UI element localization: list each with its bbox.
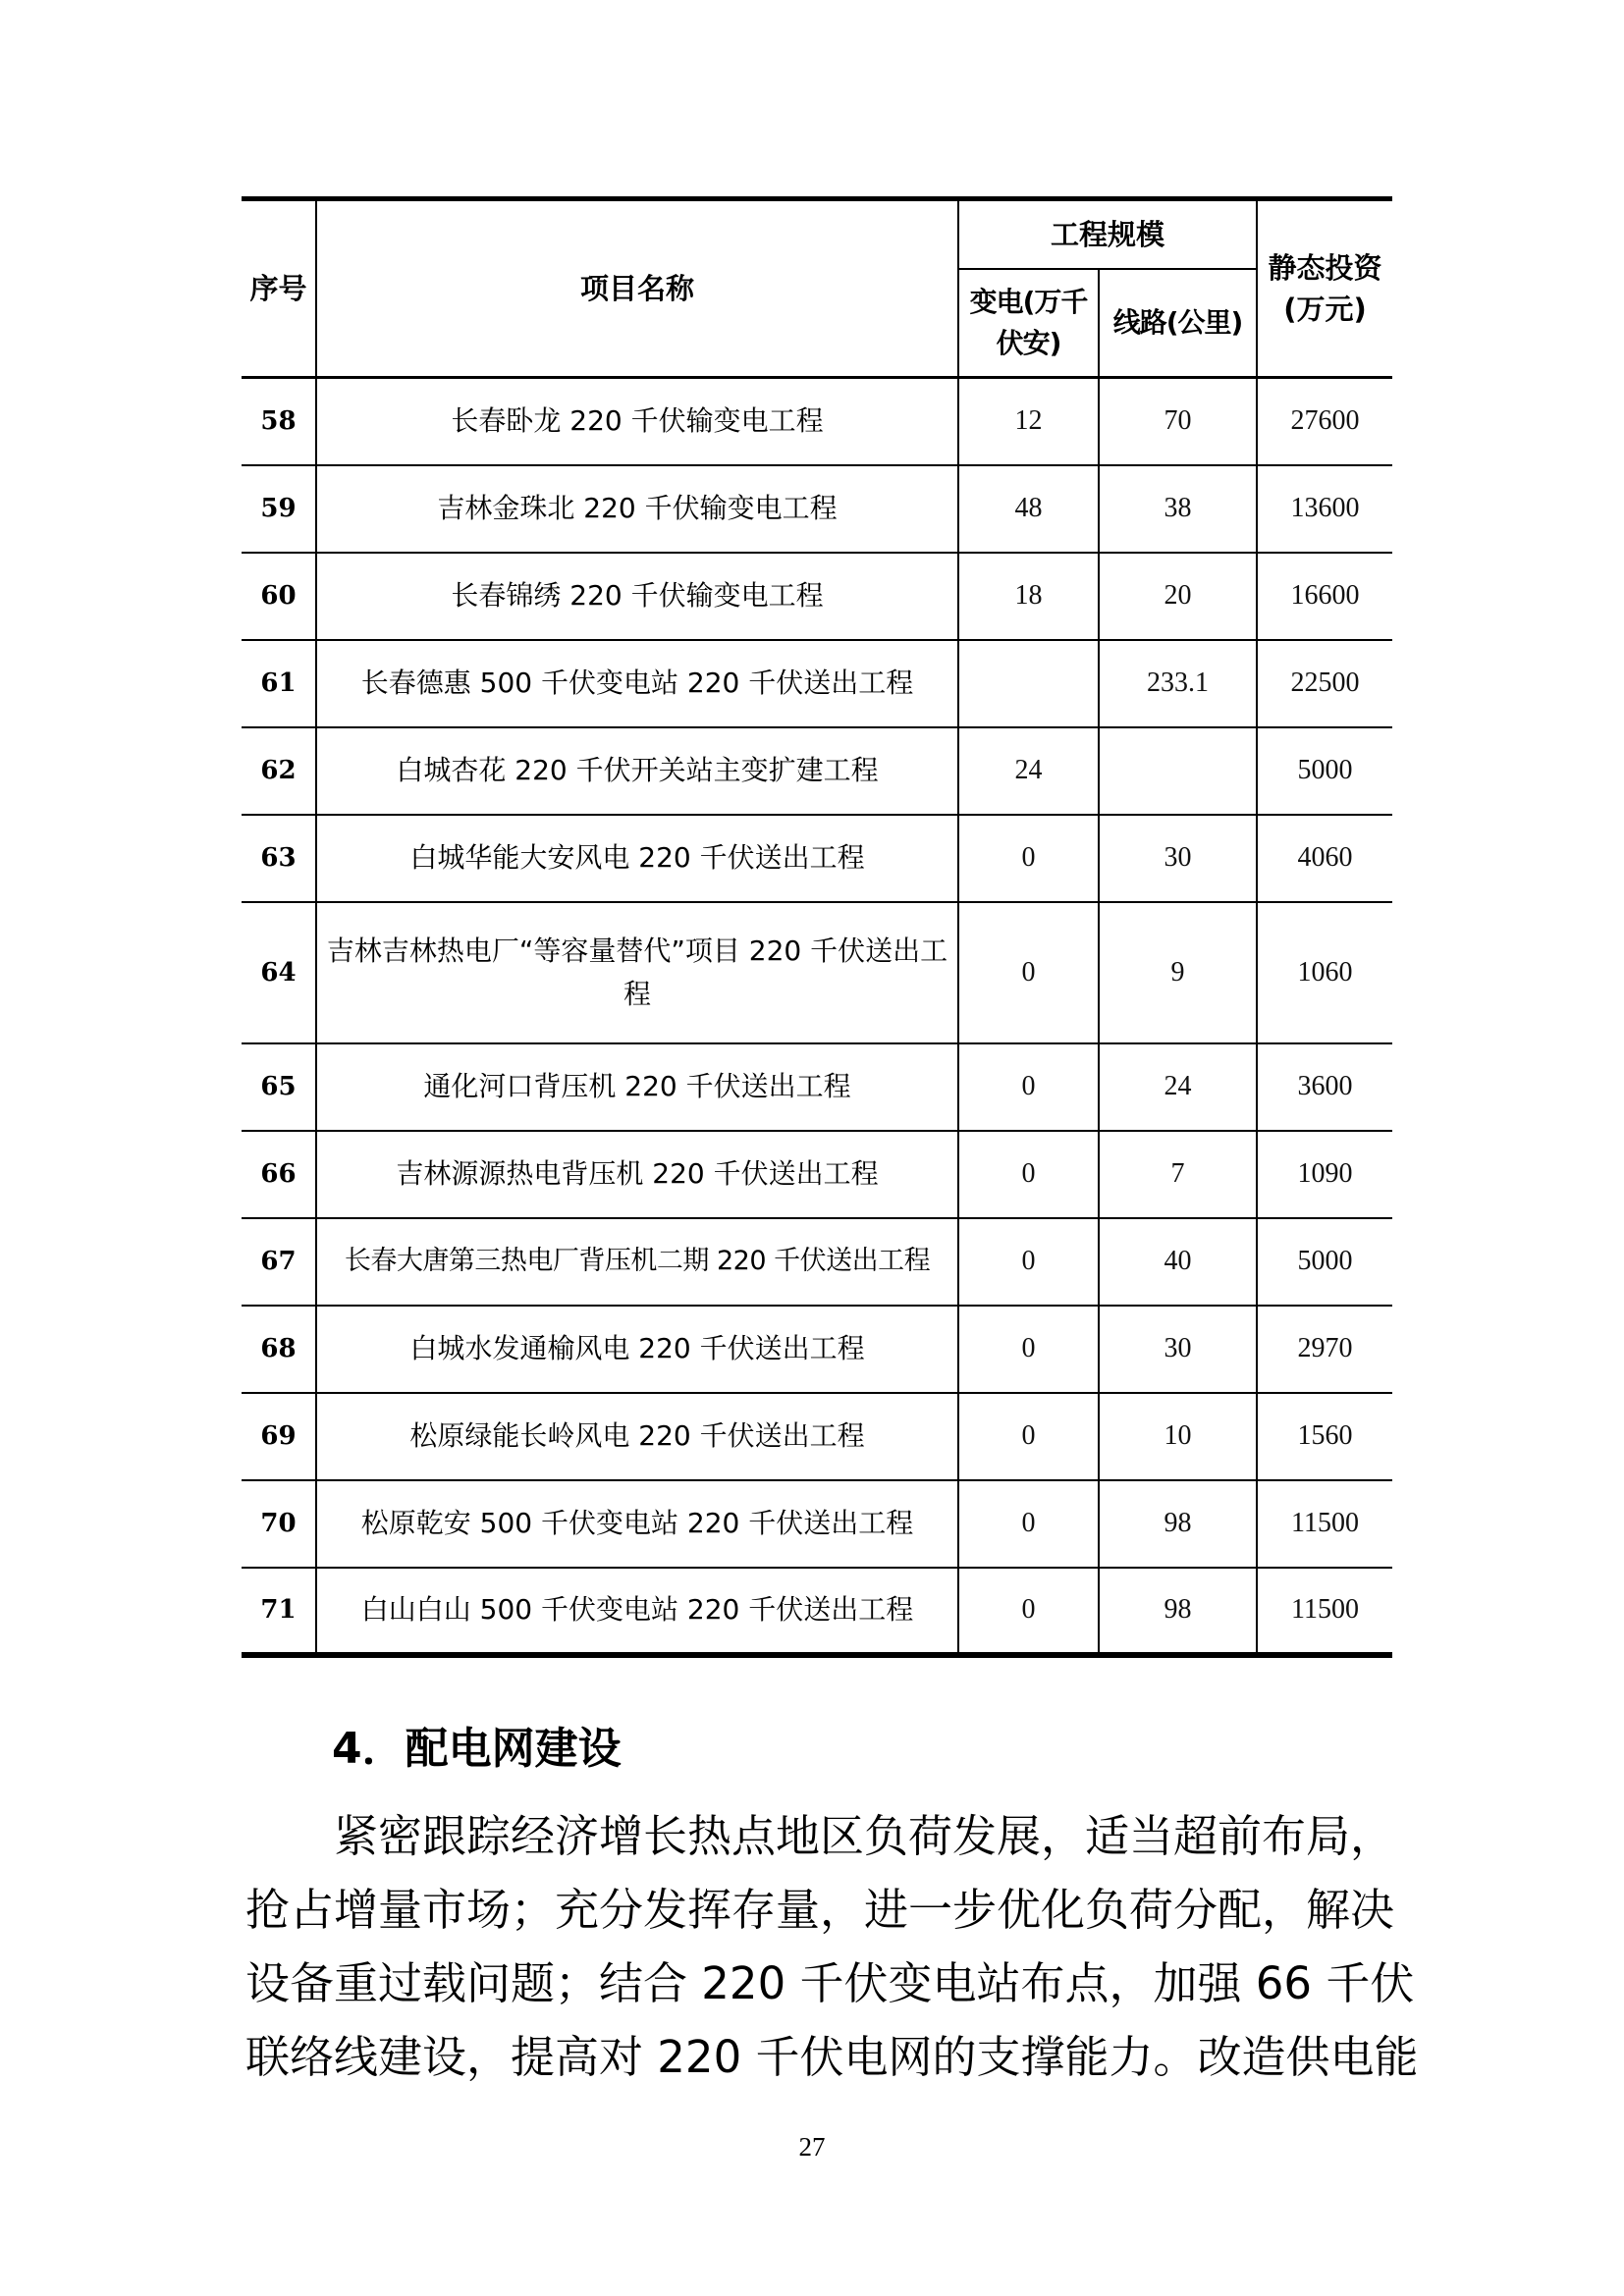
row-investment: 1560 xyxy=(1257,1393,1392,1480)
row-substation: 0 xyxy=(958,1306,1099,1393)
row-line: 7 xyxy=(1099,1131,1257,1218)
table-row xyxy=(242,553,1392,640)
row-investment: 2970 xyxy=(1257,1306,1392,1393)
table-row xyxy=(242,815,1392,902)
page-number: 27 xyxy=(798,2132,826,2162)
row-name: 长春锦绣 220 千伏输变电工程 xyxy=(316,553,958,640)
row-line: 10 xyxy=(1099,1393,1257,1480)
header-substation: 变电(万千伏安) xyxy=(958,269,1099,378)
row-name: 白城华能大安风电 220 千伏送出工程 xyxy=(316,815,958,902)
paragraph-line: 紧密跟踪经济增长热点地区负荷发展，适当超前布局， xyxy=(334,1810,1395,1862)
row-line: 98 xyxy=(1099,1568,1257,1655)
row-substation xyxy=(958,640,1099,727)
row-name: 白城杏花 220 千伏开关站主变扩建工程 xyxy=(316,727,958,815)
row-no: 70 xyxy=(242,1480,316,1568)
row-investment: 1090 xyxy=(1257,1131,1392,1218)
row-line: 9 xyxy=(1099,902,1257,1043)
row-no: 61 xyxy=(242,640,316,727)
row-investment: 13600 xyxy=(1257,465,1392,553)
row-no: 71 xyxy=(242,1568,316,1655)
row-investment: 4060 xyxy=(1257,815,1392,902)
table-row xyxy=(242,902,1392,1043)
project-table xyxy=(242,196,1392,1658)
row-investment: 3600 xyxy=(1257,1043,1392,1131)
header-investment: 静态投资(万元) xyxy=(1257,199,1392,378)
row-name: 长春德惠 500 千伏变电站 220 千伏送出工程 xyxy=(316,640,958,727)
row-investment: 27600 xyxy=(1257,378,1392,465)
row-no: 68 xyxy=(242,1306,316,1393)
header-scale-group: 工程规模 xyxy=(958,199,1257,270)
row-substation: 0 xyxy=(958,1043,1099,1131)
row-substation: 0 xyxy=(958,1480,1099,1568)
row-no: 65 xyxy=(242,1043,316,1131)
row-no: 62 xyxy=(242,727,316,815)
row-investment: 16600 xyxy=(1257,553,1392,640)
row-name: 吉林源源热电背压机 220 千伏送出工程 xyxy=(316,1131,958,1218)
row-substation: 48 xyxy=(958,465,1099,553)
table-row xyxy=(242,465,1392,553)
row-line: 24 xyxy=(1099,1043,1257,1131)
row-name: 松原乾安 500 千伏变电站 220 千伏送出工程 xyxy=(316,1480,958,1568)
table-row xyxy=(242,1306,1392,1393)
row-line: 38 xyxy=(1099,465,1257,553)
row-investment: 5000 xyxy=(1257,1218,1392,1306)
row-no: 67 xyxy=(242,1218,316,1306)
row-line: 70 xyxy=(1099,378,1257,465)
row-investment: 22500 xyxy=(1257,640,1392,727)
row-line: 20 xyxy=(1099,553,1257,640)
table-row xyxy=(242,640,1392,727)
row-substation: 18 xyxy=(958,553,1099,640)
row-name: 吉林吉林热电厂“等容量替代”项目 220 千伏送出工程 xyxy=(316,902,958,1043)
row-name: 长春卧龙 220 千伏输变电工程 xyxy=(316,378,958,465)
row-line: 40 xyxy=(1099,1218,1257,1306)
table-row xyxy=(242,727,1392,815)
row-no: 59 xyxy=(242,465,316,553)
paragraph-line: 抢占增量市场；充分发挥存量，进一步优化负荷分配，解决 xyxy=(245,1884,1395,1936)
header-no: 序号 xyxy=(242,199,316,378)
row-investment: 5000 xyxy=(1257,727,1392,815)
row-substation: 0 xyxy=(958,1393,1099,1480)
row-no: 63 xyxy=(242,815,316,902)
table-row xyxy=(242,378,1392,465)
row-substation: 24 xyxy=(958,727,1099,815)
row-name: 通化河口背压机 220 千伏送出工程 xyxy=(316,1043,958,1131)
header-line: 线路(公里) xyxy=(1099,269,1257,378)
row-substation: 0 xyxy=(958,1568,1099,1655)
table-row xyxy=(242,1393,1392,1480)
row-investment: 11500 xyxy=(1257,1568,1392,1655)
body-paragraph xyxy=(245,1799,1419,2094)
header-name: 项目名称 xyxy=(316,199,958,378)
row-substation: 0 xyxy=(958,902,1099,1043)
row-substation: 0 xyxy=(958,815,1099,902)
row-line: 30 xyxy=(1099,815,1257,902)
table-row xyxy=(242,1480,1392,1568)
row-investment: 11500 xyxy=(1257,1480,1392,1568)
row-name: 松原绿能长岭风电 220 千伏送出工程 xyxy=(316,1393,958,1480)
section-heading: 4．配电网建设 xyxy=(332,1724,622,1774)
table-row xyxy=(242,1043,1392,1131)
row-no: 69 xyxy=(242,1393,316,1480)
row-no: 58 xyxy=(242,378,316,465)
row-substation: 12 xyxy=(958,378,1099,465)
row-investment: 1060 xyxy=(1257,902,1392,1043)
table-row xyxy=(242,1568,1392,1655)
row-line: 30 xyxy=(1099,1306,1257,1393)
row-substation: 0 xyxy=(958,1131,1099,1218)
row-name: 白城水发通榆风电 220 千伏送出工程 xyxy=(316,1306,958,1393)
row-substation: 0 xyxy=(958,1218,1099,1306)
paragraph-line: 联络线建设，提高对 220 千伏电网的支撑能力。改造供电能 xyxy=(245,2031,1419,2083)
row-line: 98 xyxy=(1099,1480,1257,1568)
row-no: 64 xyxy=(242,902,316,1043)
table-row xyxy=(242,1131,1392,1218)
row-name: 吉林金珠北 220 千伏输变电工程 xyxy=(316,465,958,553)
row-name: 白山白山 500 千伏变电站 220 千伏送出工程 xyxy=(316,1568,958,1655)
row-line xyxy=(1099,727,1257,815)
row-no: 66 xyxy=(242,1131,316,1218)
row-no: 60 xyxy=(242,553,316,640)
row-line: 233.1 xyxy=(1099,640,1257,727)
table-row xyxy=(242,1218,1392,1306)
row-name: 长春大唐第三热电厂背压机二期 220 千伏送出工程 xyxy=(316,1218,958,1306)
paragraph-line: 设备重过载问题；结合 220 千伏变电站布点，加强 66 千伏 xyxy=(245,1957,1415,2009)
